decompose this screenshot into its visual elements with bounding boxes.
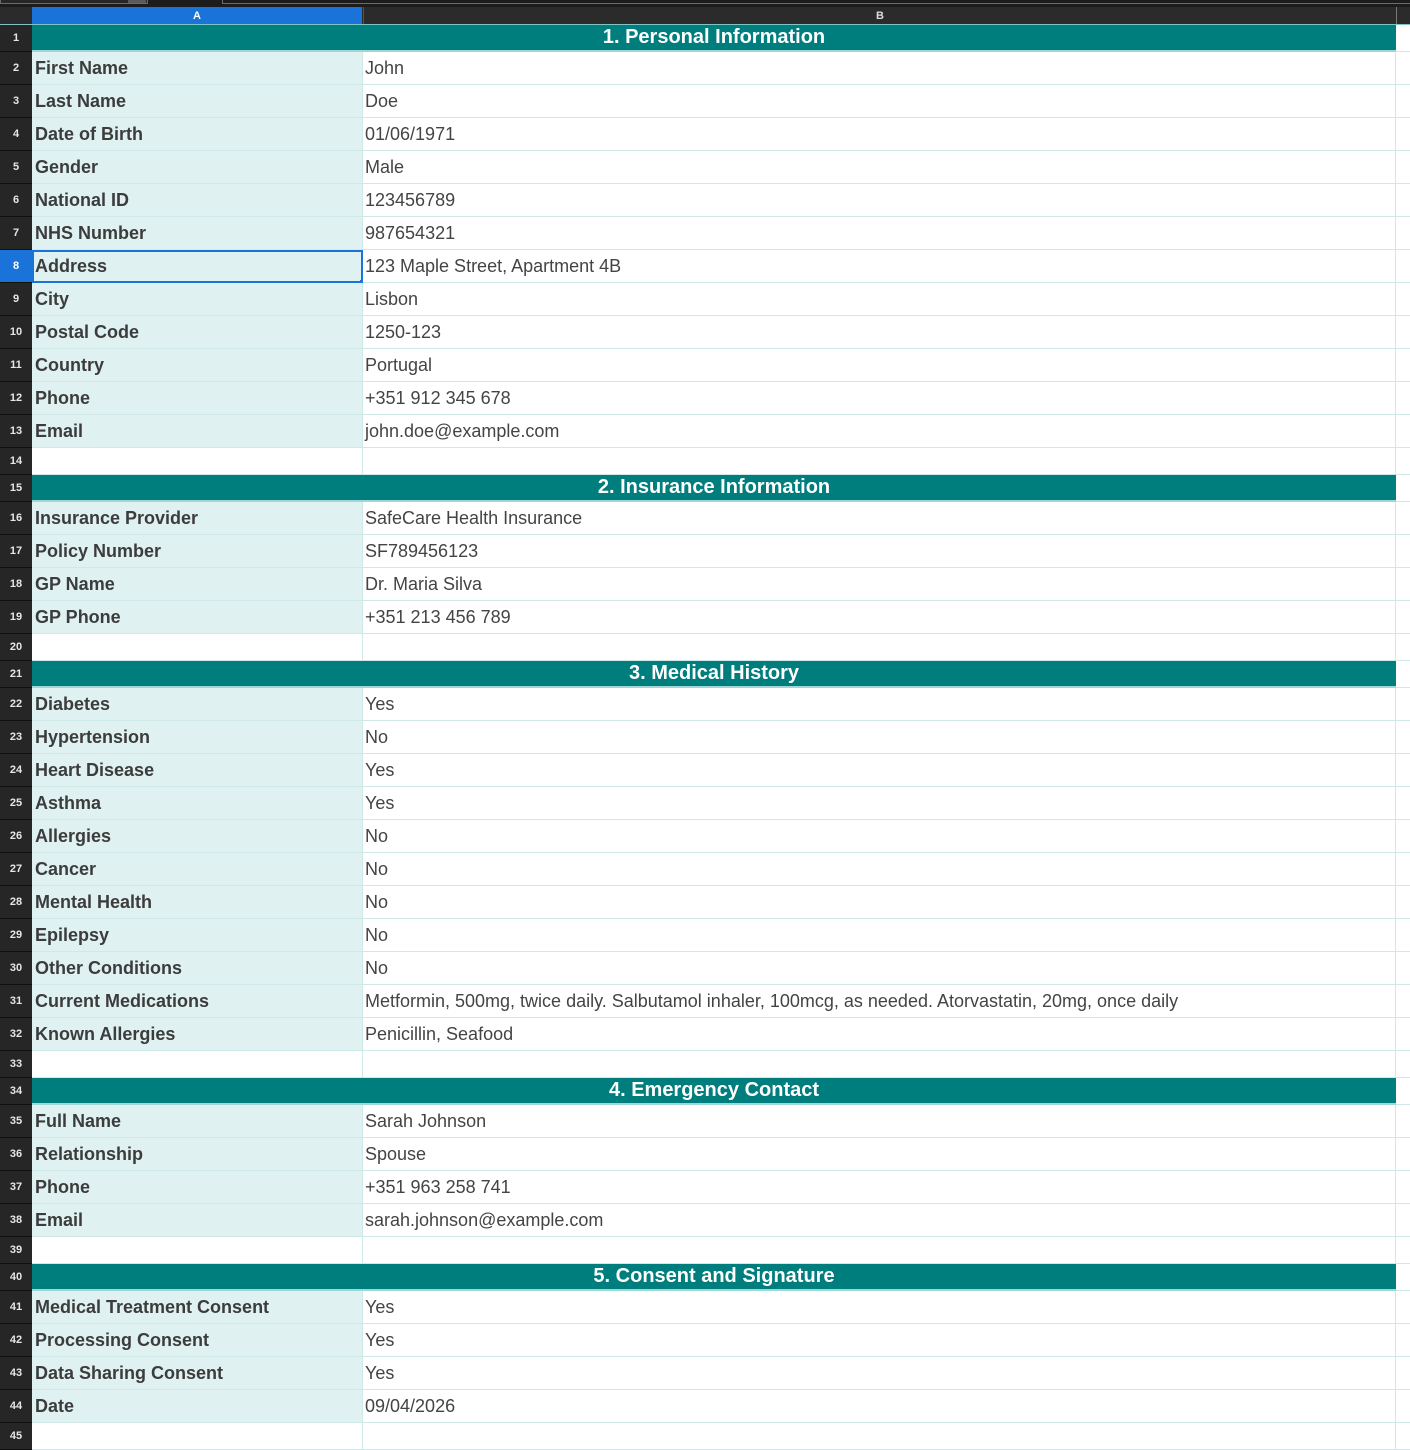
empty-cell[interactable] [1396, 787, 1410, 820]
field-label-cell[interactable]: Processing Consent [32, 1324, 363, 1357]
row-number[interactable]: 12 [0, 382, 32, 415]
table-row [0, 502, 1410, 535]
row-number[interactable]: 27 [0, 853, 32, 886]
field-label-cell[interactable]: Epilepsy [32, 919, 363, 952]
table-row [0, 568, 1410, 601]
empty-cell[interactable] [1396, 1357, 1410, 1390]
field-value-cell[interactable] [363, 448, 1396, 475]
row-number[interactable]: 42 [0, 1324, 32, 1357]
row-number[interactable]: 22 [0, 688, 32, 721]
field-value-cell[interactable]: No [363, 820, 1396, 853]
field-value-cell[interactable]: No [363, 853, 1396, 886]
row-number[interactable]: 21 [0, 661, 32, 688]
field-label-cell[interactable]: NHS Number [32, 217, 363, 250]
blank-row [0, 1423, 1410, 1450]
row-number[interactable]: 25 [0, 787, 32, 820]
section-title[interactable]: 1. Personal Information [32, 25, 1396, 52]
field-value-cell[interactable]: Lisbon [363, 283, 1396, 316]
field-label-cell[interactable] [32, 1423, 363, 1450]
field-value-cell[interactable]: Dr. Maria Silva [363, 568, 1396, 601]
table-row [0, 316, 1410, 349]
row-number[interactable]: 34 [0, 1078, 32, 1105]
field-label-cell[interactable]: Date [32, 1390, 363, 1423]
empty-cell[interactable] [1396, 1204, 1410, 1237]
field-label-cell[interactable]: Diabetes [32, 688, 363, 721]
empty-cell[interactable] [1396, 1423, 1410, 1450]
table-row [0, 1018, 1410, 1051]
select-all-corner[interactable] [0, 7, 32, 24]
field-value-cell[interactable]: john.doe@example.com [363, 415, 1396, 448]
row-number[interactable]: 11 [0, 349, 32, 382]
table-row [0, 250, 1410, 283]
field-value-cell[interactable]: 123 Maple Street, Apartment 4B [363, 250, 1396, 283]
field-value-cell[interactable]: No [363, 919, 1396, 952]
empty-cell[interactable] [1396, 661, 1410, 688]
table-row [0, 1105, 1410, 1138]
table-row [0, 886, 1410, 919]
formula-bar[interactable] [222, 0, 1410, 4]
row-number[interactable]: 38 [0, 1204, 32, 1237]
table-row [0, 535, 1410, 568]
field-label-cell[interactable]: Phone [32, 382, 363, 415]
field-label-cell[interactable]: Heart Disease [32, 754, 363, 787]
field-value-cell[interactable]: Portugal [363, 349, 1396, 382]
empty-cell[interactable] [1396, 1078, 1410, 1105]
table-row [0, 349, 1410, 382]
field-label-cell[interactable]: Gender [32, 151, 363, 184]
table-row [0, 184, 1410, 217]
table-row [0, 787, 1410, 820]
section-title[interactable]: 3. Medical History [32, 661, 1396, 688]
section-header-row [0, 25, 1410, 52]
row-number[interactable]: 23 [0, 721, 32, 754]
field-value-cell[interactable]: 987654321 [363, 217, 1396, 250]
field-value-cell[interactable]: Yes [363, 1357, 1396, 1390]
table-row [0, 952, 1410, 985]
row-number[interactable]: 20 [0, 634, 32, 661]
empty-cell[interactable] [1396, 349, 1410, 382]
field-value-cell[interactable]: +351 963 258 741 [363, 1171, 1396, 1204]
field-value-cell[interactable] [363, 634, 1396, 661]
table-row [0, 85, 1410, 118]
empty-cell[interactable] [1396, 1018, 1410, 1051]
empty-cell[interactable] [1396, 1237, 1410, 1264]
table-row [0, 1138, 1410, 1171]
column-header-b[interactable]: B [363, 7, 1396, 24]
empty-cell[interactable] [1396, 952, 1410, 985]
empty-cell[interactable] [1396, 886, 1410, 919]
field-label-cell[interactable]: Medical Treatment Consent [32, 1291, 363, 1324]
table-row [0, 820, 1410, 853]
row-number[interactable]: 16 [0, 502, 32, 535]
field-label-cell[interactable]: GP Name [32, 568, 363, 601]
field-value-cell[interactable]: No [363, 952, 1396, 985]
field-label-cell[interactable]: Last Name [32, 85, 363, 118]
field-label-cell[interactable] [32, 1237, 363, 1264]
empty-cell[interactable] [1396, 601, 1410, 634]
field-label-cell[interactable]: Insurance Provider [32, 502, 363, 535]
row-number[interactable]: 19 [0, 601, 32, 634]
column-header-bar [0, 7, 1410, 25]
table-row [0, 283, 1410, 316]
row-number[interactable]: 2 [0, 52, 32, 85]
empty-cell[interactable] [1396, 382, 1410, 415]
row-number[interactable]: 18 [0, 568, 32, 601]
blank-row [0, 1237, 1410, 1264]
field-value-cell[interactable]: SF789456123 [363, 535, 1396, 568]
row-number[interactable]: 28 [0, 886, 32, 919]
empty-cell[interactable] [1396, 283, 1410, 316]
blank-row [0, 448, 1410, 475]
field-label-cell[interactable]: Address [32, 250, 363, 283]
empty-cell[interactable] [1396, 118, 1410, 151]
field-value-cell[interactable]: Metformin, 500mg, twice daily. Salbutamol inhaler, 100mcg, as needed. Atorvastatin, 20mg, once daily [363, 985, 1396, 1018]
field-label-cell[interactable]: Full Name [32, 1105, 363, 1138]
section-header-row [0, 661, 1410, 688]
row-number[interactable]: 15 [0, 475, 32, 502]
field-value-cell[interactable]: 01/06/1971 [363, 118, 1396, 151]
empty-cell[interactable] [1396, 568, 1410, 601]
empty-cell[interactable] [1396, 184, 1410, 217]
field-value-cell[interactable]: Male [363, 151, 1396, 184]
row-number[interactable]: 32 [0, 1018, 32, 1051]
row-number[interactable]: 9 [0, 283, 32, 316]
empty-cell[interactable] [1396, 1051, 1410, 1078]
field-value-cell[interactable]: Sarah Johnson [363, 1105, 1396, 1138]
table-row [0, 601, 1410, 634]
empty-cell[interactable] [1396, 1105, 1410, 1138]
row-number[interactable]: 33 [0, 1051, 32, 1078]
row-number[interactable]: 31 [0, 985, 32, 1018]
empty-cell[interactable] [1396, 535, 1410, 568]
empty-cell[interactable] [1396, 475, 1410, 502]
field-label-cell[interactable]: Data Sharing Consent [32, 1357, 363, 1390]
field-value-cell[interactable]: Yes [363, 1291, 1396, 1324]
field-value-cell[interactable]: 1250-123 [363, 316, 1396, 349]
row-number[interactable]: 24 [0, 754, 32, 787]
row-number[interactable]: 29 [0, 919, 32, 952]
empty-cell[interactable] [1396, 1171, 1410, 1204]
table-row [0, 1357, 1410, 1390]
field-label-cell[interactable]: Email [32, 415, 363, 448]
empty-cell[interactable] [1396, 415, 1410, 448]
field-label-cell[interactable]: Postal Code [32, 316, 363, 349]
empty-cell[interactable] [1396, 52, 1410, 85]
field-value-cell[interactable]: SafeCare Health Insurance [363, 502, 1396, 535]
field-value-cell[interactable]: No [363, 886, 1396, 919]
table-row [0, 688, 1410, 721]
field-value-cell[interactable]: No [363, 721, 1396, 754]
row-number[interactable]: 45 [0, 1423, 32, 1450]
row-number[interactable]: 26 [0, 820, 32, 853]
empty-cell[interactable] [1396, 1264, 1410, 1291]
field-label-cell[interactable]: City [32, 283, 363, 316]
field-label-cell[interactable]: Mental Health [32, 886, 363, 919]
row-number[interactable]: 14 [0, 448, 32, 475]
table-row [0, 118, 1410, 151]
empty-cell[interactable] [1396, 1324, 1410, 1357]
field-value-cell[interactable] [363, 1237, 1396, 1264]
empty-cell[interactable] [1396, 1390, 1410, 1423]
table-row [0, 754, 1410, 787]
row-number[interactable]: 35 [0, 1105, 32, 1138]
field-label-cell[interactable]: Country [32, 349, 363, 382]
field-value-cell[interactable] [363, 1423, 1396, 1450]
table-row [0, 1390, 1410, 1423]
row-number[interactable]: 40 [0, 1264, 32, 1291]
field-value-cell[interactable]: sarah.johnson@example.com [363, 1204, 1396, 1237]
row-number[interactable]: 39 [0, 1237, 32, 1264]
empty-cell[interactable] [1396, 1138, 1410, 1171]
empty-cell[interactable] [1396, 316, 1410, 349]
field-value-cell[interactable]: 09/04/2026 [363, 1390, 1396, 1423]
table-row [0, 415, 1410, 448]
field-value-cell[interactable]: +351 213 456 789 [363, 601, 1396, 634]
section-title[interactable]: 5. Consent and Signature [32, 1264, 1396, 1291]
row-number[interactable]: 13 [0, 415, 32, 448]
empty-cell[interactable] [1396, 1291, 1410, 1324]
section-title[interactable]: 4. Emergency Contact [32, 1078, 1396, 1105]
row-number[interactable]: 41 [0, 1291, 32, 1324]
section-header-row [0, 1078, 1410, 1105]
field-label-cell[interactable]: Allergies [32, 820, 363, 853]
row-number[interactable]: 17 [0, 535, 32, 568]
row-number[interactable]: 10 [0, 316, 32, 349]
table-row [0, 1324, 1410, 1357]
row-number[interactable]: 6 [0, 184, 32, 217]
field-value-cell[interactable]: 123456789 [363, 184, 1396, 217]
empty-cell[interactable] [1396, 919, 1410, 952]
blank-row [0, 634, 1410, 661]
empty-cell[interactable] [1396, 151, 1410, 184]
table-row [0, 52, 1410, 85]
field-label-cell[interactable]: Known Allergies [32, 1018, 363, 1051]
row-number[interactable]: 8 [0, 250, 32, 283]
table-row [0, 919, 1410, 952]
field-label-cell[interactable]: First Name [32, 52, 363, 85]
empty-cell[interactable] [1396, 448, 1410, 475]
row-number[interactable]: 3 [0, 85, 32, 118]
blank-row [0, 1051, 1410, 1078]
field-label-cell[interactable]: Hypertension [32, 721, 363, 754]
name-box[interactable] [0, 0, 148, 4]
row-number[interactable]: 44 [0, 1390, 32, 1423]
field-value-cell[interactable]: Yes [363, 787, 1396, 820]
empty-cell[interactable] [1396, 250, 1410, 283]
field-label-cell[interactable] [32, 1051, 363, 1078]
table-row [0, 1171, 1410, 1204]
table-row [0, 721, 1410, 754]
empty-cell[interactable] [1396, 985, 1410, 1018]
field-label-cell[interactable]: Asthma [32, 787, 363, 820]
field-label-cell[interactable]: Current Medications [32, 985, 363, 1018]
field-value-cell[interactable]: Penicillin, Seafood [363, 1018, 1396, 1051]
row-number[interactable]: 4 [0, 118, 32, 151]
table-row [0, 1291, 1410, 1324]
row-number[interactable]: 37 [0, 1171, 32, 1204]
field-label-cell[interactable]: Policy Number [32, 535, 363, 568]
row-number[interactable]: 36 [0, 1138, 32, 1171]
row-number[interactable]: 5 [0, 151, 32, 184]
field-label-cell[interactable]: Cancer [32, 853, 363, 886]
field-value-cell[interactable]: +351 912 345 678 [363, 382, 1396, 415]
field-label-cell[interactable]: Email [32, 1204, 363, 1237]
row-number[interactable]: 43 [0, 1357, 32, 1390]
spreadsheet-grid [0, 25, 1410, 1450]
section-title[interactable]: 2. Insurance Information [32, 475, 1396, 502]
table-row [0, 382, 1410, 415]
empty-cell[interactable] [1396, 721, 1410, 754]
field-value-cell[interactable]: Yes [363, 1324, 1396, 1357]
section-header-row [0, 1264, 1410, 1291]
empty-cell[interactable] [1396, 820, 1410, 853]
table-row [0, 217, 1410, 250]
row-number[interactable]: 7 [0, 217, 32, 250]
column-header-a[interactable]: A [32, 7, 362, 24]
column-header-c[interactable] [1396, 7, 1410, 24]
table-row [0, 1204, 1410, 1237]
field-value-cell[interactable]: Doe [363, 85, 1396, 118]
field-value-cell[interactable]: Yes [363, 688, 1396, 721]
empty-cell[interactable] [1396, 634, 1410, 661]
empty-cell[interactable] [1396, 25, 1410, 52]
field-label-cell[interactable]: GP Phone [32, 601, 363, 634]
field-label-cell[interactable] [32, 634, 363, 661]
field-label-cell[interactable]: Other Conditions [32, 952, 363, 985]
row-number[interactable]: 1 [0, 25, 32, 52]
field-label-cell[interactable]: National ID [32, 184, 363, 217]
field-label-cell[interactable]: Date of Birth [32, 118, 363, 151]
row-number[interactable]: 30 [0, 952, 32, 985]
empty-cell[interactable] [1396, 688, 1410, 721]
empty-cell[interactable] [1396, 85, 1410, 118]
empty-cell[interactable] [1396, 754, 1410, 787]
name-box-dropdown[interactable] [128, 0, 146, 3]
empty-cell[interactable] [1396, 217, 1410, 250]
empty-cell[interactable] [1396, 502, 1410, 535]
field-value-cell[interactable] [363, 1051, 1396, 1078]
field-label-cell[interactable]: Phone [32, 1171, 363, 1204]
section-header-row [0, 475, 1410, 502]
table-row [0, 151, 1410, 184]
empty-cell[interactable] [1396, 853, 1410, 886]
field-value-cell[interactable]: Yes [363, 754, 1396, 787]
field-value-cell[interactable]: John [363, 52, 1396, 85]
field-label-cell[interactable]: Relationship [32, 1138, 363, 1171]
table-row [0, 985, 1410, 1018]
table-row [0, 853, 1410, 886]
field-value-cell[interactable]: Spouse [363, 1138, 1396, 1171]
field-label-cell[interactable] [32, 448, 363, 475]
